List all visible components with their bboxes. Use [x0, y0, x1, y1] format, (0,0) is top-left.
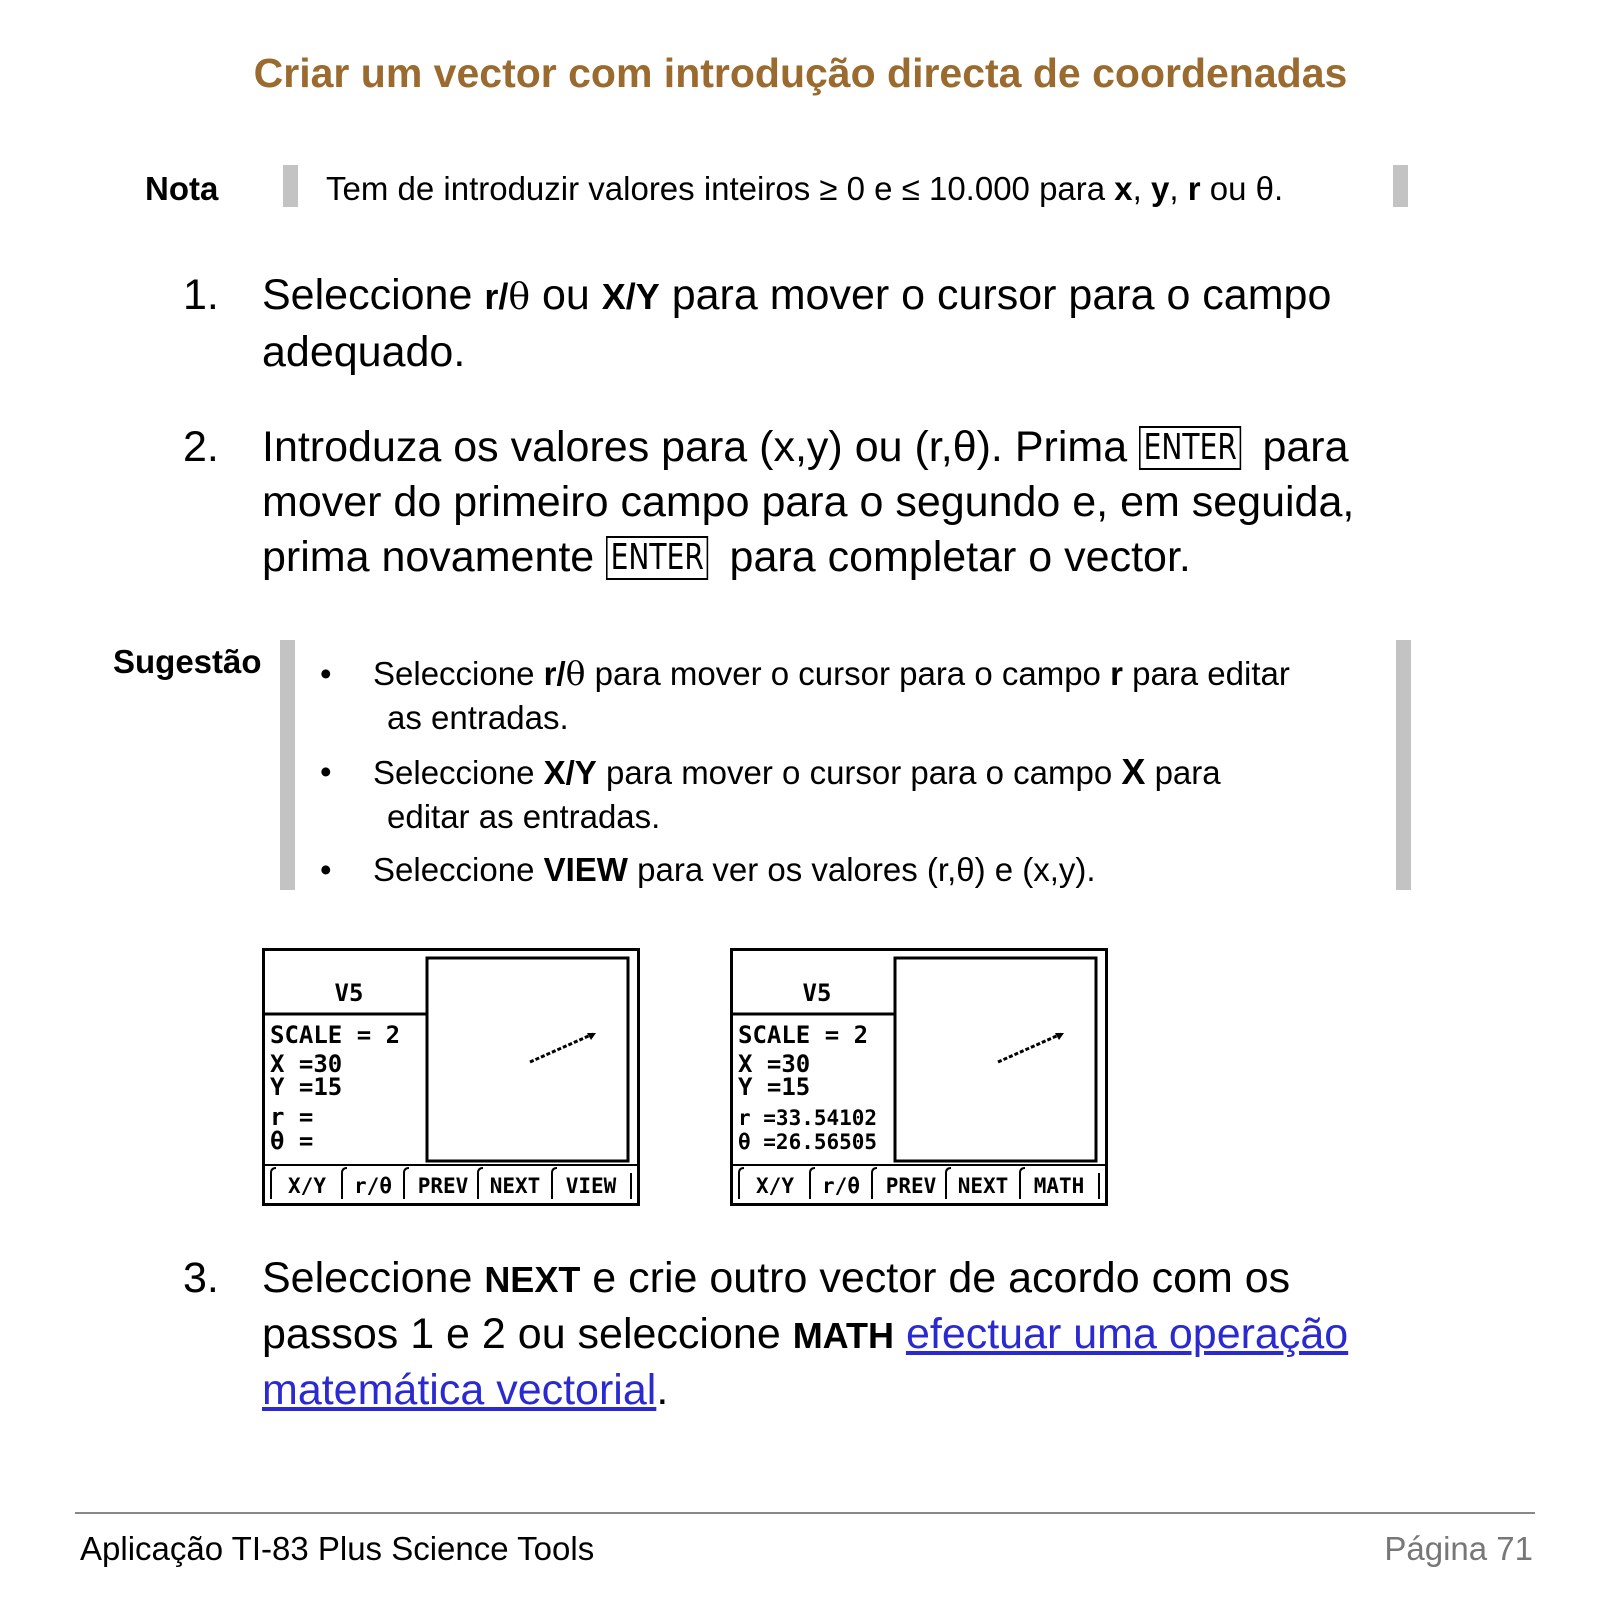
screen-line: Y =15: [738, 1073, 811, 1101]
page-number: Página 71: [1384, 1530, 1533, 1567]
tip-bar-right: [1396, 640, 1411, 890]
screen-line: X =30: [270, 1050, 343, 1078]
bullet-dot: •: [320, 753, 332, 790]
screen-line: θ =26.56505: [738, 1130, 878, 1154]
screen-line: θ =: [270, 1127, 314, 1155]
vector-math-link[interactable]: efectuar uma operação matemática vectorial: [262, 1310, 1349, 1414]
tip-item-3: Seleccione VIEW para ver os valores (r,θ) e (x,y).: [373, 851, 1096, 888]
menu-item[interactable]: PREV: [885, 1174, 937, 1198]
tip-item-2: Seleccione X/Y para mover o cursor para o campo X para editar as entradas.: [373, 751, 1221, 835]
vector-line: [530, 1034, 593, 1062]
screen-line: SCALE = 2: [738, 1021, 869, 1049]
menu-item[interactable]: NEXT: [957, 1174, 1009, 1198]
enter-key: ENTER: [1139, 426, 1242, 470]
menu-item[interactable]: NEXT: [489, 1174, 541, 1198]
bullet-dot: •: [320, 655, 332, 692]
screen-line: SCALE = 2: [270, 1021, 401, 1049]
note-label: Nota: [145, 170, 219, 207]
screen-line: Y =15: [270, 1073, 343, 1101]
vector-line: [998, 1034, 1061, 1062]
graph-box: [427, 958, 628, 1161]
page-title: Criar um vector com introdução directa de coordenadas: [253, 50, 1348, 96]
footer-divider: [75, 1512, 1535, 1514]
screen-line: r =: [270, 1103, 314, 1131]
menu-item[interactable]: r/θ: [354, 1174, 392, 1198]
screen-line: X =30: [738, 1050, 811, 1078]
calculator-screen-2: [730, 948, 1108, 1206]
enter-key: ENTER: [606, 536, 709, 580]
step-3-text: Seleccione NEXT e crie outro vector de acordo com os passos 1 e 2 ou seleccione MATH efectuar uma operação matemática vectorial.: [262, 1254, 1349, 1414]
menu-item[interactable]: X/Y: [756, 1174, 794, 1198]
menu-item[interactable]: PREV: [417, 1174, 469, 1198]
tip-item-1: Seleccione r/θ para mover o cursor para o campo r para editar as entradas.: [373, 654, 1290, 736]
menu-item[interactable]: r/θ: [822, 1174, 860, 1198]
note-text: Tem de introduzir valores inteiros ≥ 0 e ≤ 10.000 para x, y, r ou θ.: [326, 170, 1284, 207]
screen-line: r =33.54102: [738, 1106, 878, 1130]
step-1-number: 1.: [183, 271, 219, 319]
screen-header: V5: [802, 979, 832, 1007]
tip-label: Sugestão: [113, 643, 262, 680]
graph-box: [895, 958, 1096, 1161]
step-1-text: Seleccione r/θ ou X/Y para mover o cursor para o campo adequado.: [262, 271, 1332, 376]
menu-item[interactable]: X/Y: [288, 1174, 326, 1198]
bullet-dot: •: [320, 851, 332, 888]
step-2-number: 2.: [183, 423, 219, 471]
calculator-screen-1: [262, 948, 640, 1206]
menu-item[interactable]: VIEW: [565, 1174, 617, 1198]
menu-item[interactable]: MATH: [1033, 1174, 1085, 1198]
note-bar-right: [1393, 165, 1408, 207]
step-2-text: Introduza os valores para (x,y) ou (r,θ). Prima ENTER para mover do primeiro campo para o segundo e, em seguida, prima novamente ENTER para completar o vector.: [262, 423, 1355, 581]
tip-bar-left: [280, 640, 295, 890]
screen-header: V5: [334, 979, 364, 1007]
footer-title: Aplicação TI-83 Plus Science Tools: [80, 1530, 595, 1567]
note-bar-left: [283, 165, 298, 207]
step-3-number: 3.: [183, 1254, 219, 1302]
